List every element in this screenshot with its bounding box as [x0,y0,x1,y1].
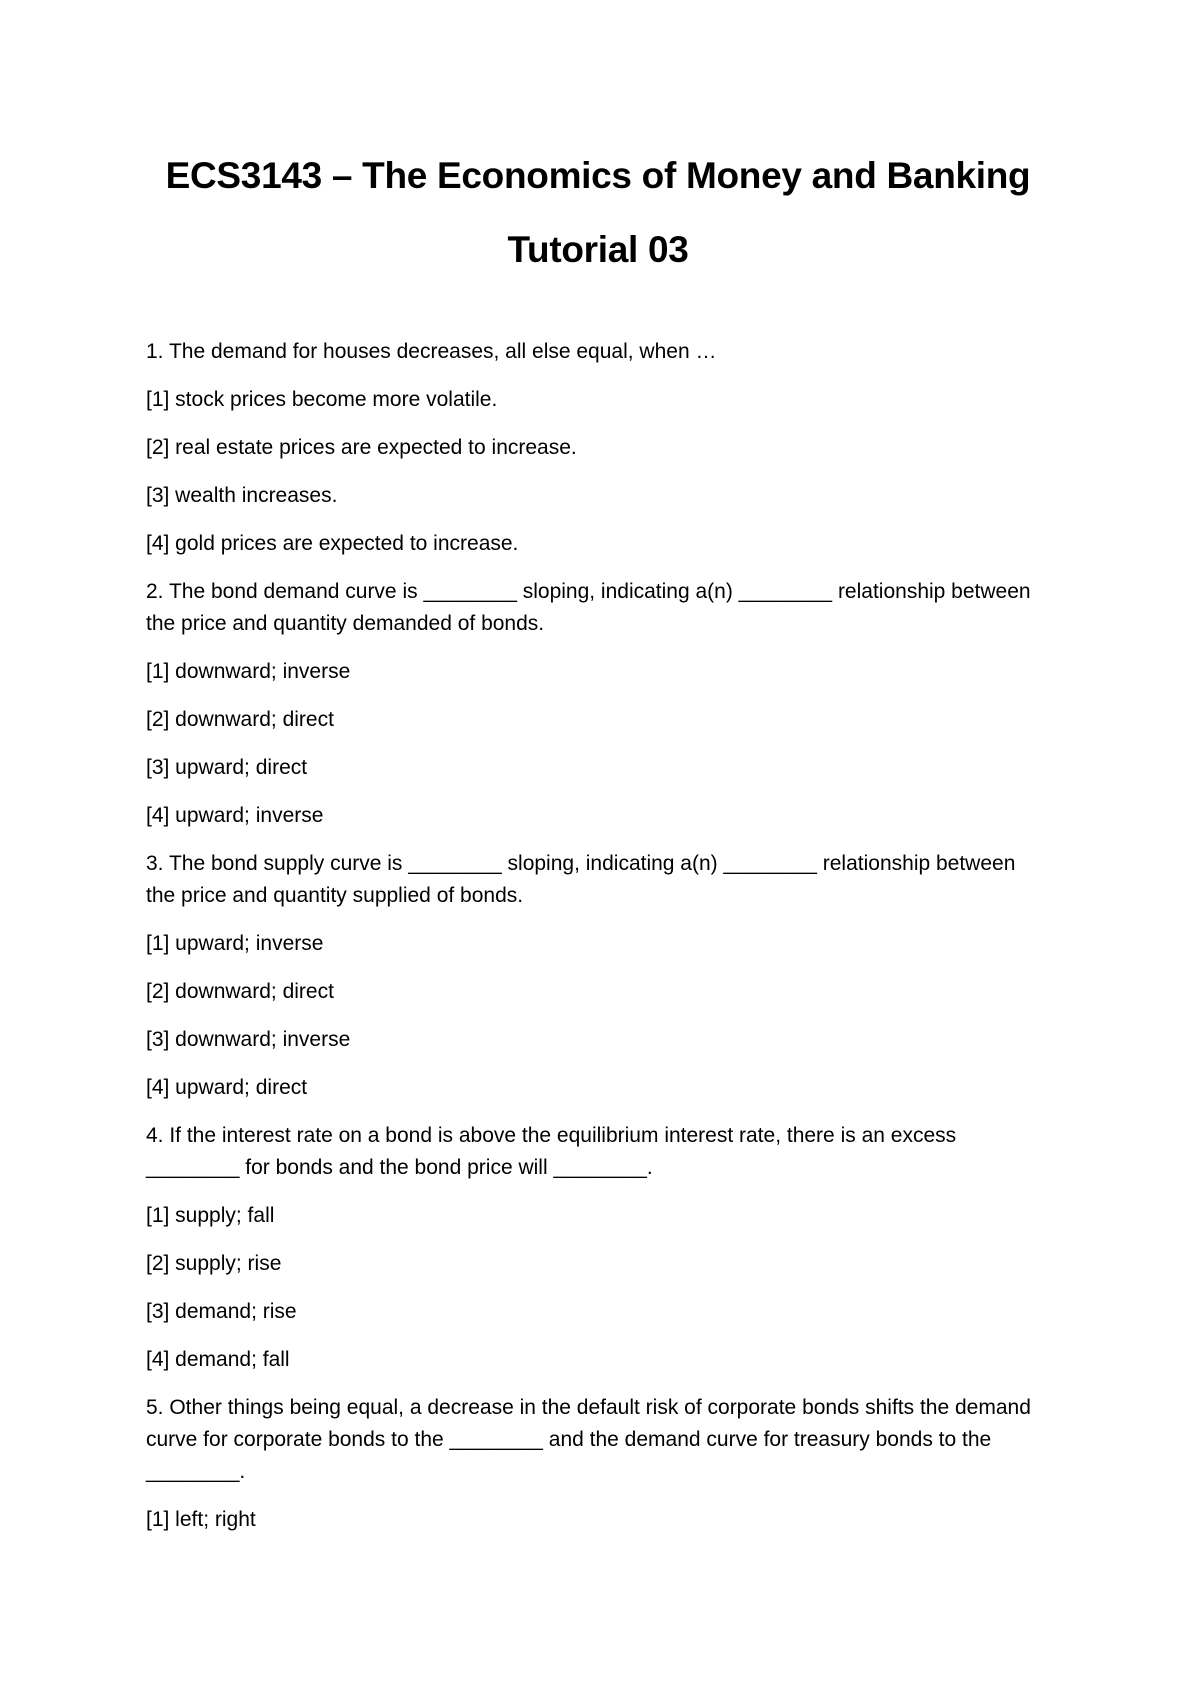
answer-option: [2] downward; direct [146,980,334,1003]
question-block [146,848,1050,1104]
answer-option: [1] stock prices become more volatile. [146,388,498,411]
answer-option: [3] demand; rise [146,1300,297,1323]
question-block [146,1392,1050,1536]
answer-option: [3] upward; direct [146,756,308,779]
question-text: 2. The bond demand curve is ________ sloping, indicating a(n) ________ relationship between the price and quantity demanded of bonds. [146,580,1031,635]
answer-option: [3] wealth increases. [146,484,338,507]
answer-option: [1] supply; fall [146,1204,275,1227]
answer-option: [4] gold prices are expected to increase. [146,532,519,555]
answer-option: [4] upward; direct [146,1076,308,1099]
answer-option: [1] upward; inverse [146,932,324,955]
question-text: 4. If the interest rate on a bond is above the equilibrium interest rate, there is an excess ________ for bonds and the bond price will ________. [146,1124,957,1179]
answer-option: [4] demand; fall [146,1348,290,1371]
document-subtitle: Tutorial 03 [507,229,689,270]
question-block [146,336,1050,560]
answer-option: [4] upward; inverse [146,804,324,827]
question-text: 1. The demand for houses decreases, all else equal, when … [146,340,717,363]
question-text: 3. The bond supply curve is ________ sloping, indicating a(n) ________ relationship between the price and quantity supplied of bonds. [146,852,1016,907]
answer-option: [2] supply; rise [146,1252,282,1275]
answer-option: [3] downward; inverse [146,1028,351,1051]
answer-option: [1] downward; inverse [146,660,351,683]
question-text: 5. Other things being equal, a decrease in the default risk of corporate bonds shifts the demand curve for corporate bonds to the ________ and the demand curve for treasury bonds to the ________. [146,1396,1031,1483]
question-list [146,336,1050,1536]
answer-option: [2] downward; direct [146,708,334,731]
question-block [146,576,1050,832]
answer-option: [1] left; right [146,1508,256,1531]
answer-option: [2] real estate prices are expected to increase. [146,436,577,459]
document-title: ECS3143 – The Economics of Money and Banking [165,155,1031,196]
question-block [146,1120,1050,1376]
